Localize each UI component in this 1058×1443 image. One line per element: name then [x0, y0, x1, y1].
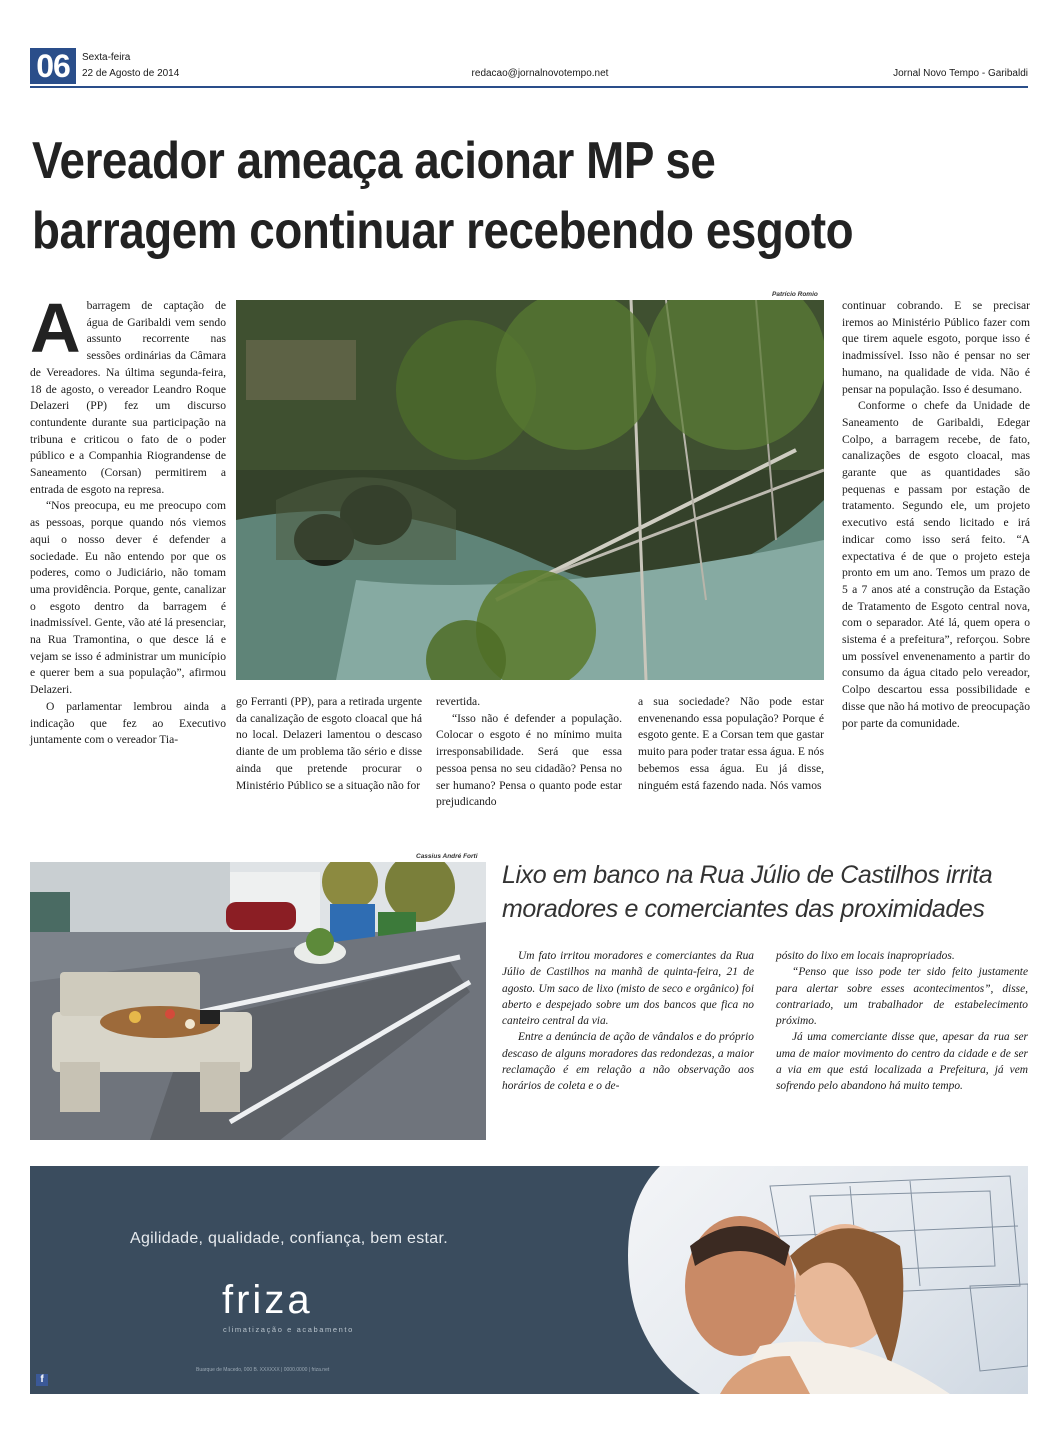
photo-credit: Cassius André Forti: [416, 853, 478, 860]
bench-photo-illustration: [30, 862, 486, 1140]
ad-brand-logo: friza: [222, 1278, 313, 1322]
article-column-3: [436, 694, 622, 811]
paragraph: revertida.: [436, 695, 481, 708]
article-column-4: [638, 694, 824, 794]
dam-photo-illustration: [236, 300, 824, 680]
article-column-1: [30, 289, 226, 749]
second-article-column-1: [502, 948, 754, 1095]
friza-advertisement[interactable]: [30, 1166, 1028, 1394]
second-article-column-2: [776, 948, 1028, 1095]
paragraph: O parlamentar lembrou ainda a indicação que fez ao Executivo juntamente com o vereador Tia-: [30, 699, 226, 747]
paragraph: go Ferranti (PP), para a retirada urgente da canalização de esgoto cloacal que há no local. Delazeri lamentou o descaso diante de um problema tão sério e disse ainda que pretende procurar o Ministério Público se a situação não for: [236, 695, 422, 792]
article-column-5: [842, 298, 1030, 732]
header-paper-name: Jornal Novo Tempo - Garibaldi: [893, 68, 1028, 79]
ad-slogan: Agilidade, qualidade, confiança, bem estar.: [130, 1230, 448, 1247]
drop-cap: A: [30, 289, 81, 367]
paragraph: “Nos preocupa, eu me preocupo com as pessoas, porque quando nós viemos aqui o nosso dever é defender a sociedade. Eu não entendo por que os poderes, como o Judiciário, não tomam uma providência. Porque, gente, canalizar o esgoto dentro da barragem é inadmissível. Gente, vão até lá presenciar, na Rua Tramontina, o que desce lá e vejam se isso é administrar um município e querer bem a sua população”, afirmou Delazeri.: [30, 499, 226, 697]
second-headline-line1: Lixo em banco na Rua Júlio de Castilhos irrita: [502, 861, 993, 889]
ad-photo-illustration: [590, 1166, 1028, 1394]
ad-contact-info: Buarque de Macedo, 000 B. XXXXXX | 0000.0000 | friza.net: [196, 1367, 330, 1373]
paragraph: Um fato irritou moradores e comerciantes da Rua Júlio de Castilhos na manhã de quinta-feira, 21 de agosto. Um saco de lixo (misto de seco e orgânico) foi aberto e despejado sobre um dos bancos que fica no canteiro central da via.: [502, 950, 754, 1028]
page-number: 06: [30, 48, 76, 84]
lead-paragraph: Abarragem de captação de água de Garibaldi vem sendo assunto recorrente nas sessões ordinárias da Câmara de Vereadores. Na última segunda-feira, 18 de agosto, o vereador Leandro Roque Delazeri (PP) fez um discurso contundente durante sua participação na tribuna e criticou o fato de o poder público e a Companhia Riograndense de Saneamento (Corsan) permitirem a entrada de esgoto na represa.: [30, 289, 226, 496]
header-date: 22 de Agosto de 2014: [82, 68, 180, 79]
second-headline-line2: moradores e comerciantes das proximidades: [502, 895, 985, 923]
paragraph: Entre a denúncia de ação de vândalos e do próprio descaso de alguns moradores das redondezas, a maior reclamação é em relação a não observação aos horários de coleta e o de-: [502, 1031, 754, 1093]
dam-photo: [236, 300, 824, 680]
facebook-icon[interactable]: f: [36, 1374, 48, 1386]
paragraph: continuar cobrando. E se precisar iremos ao Ministério Público fazer com que tirem aquele esgoto, porque isso é inadmissível. Isso não é pensar no ser humano, na qualidade de vida. Não é pensar na população. Isso é desumano.: [842, 299, 1030, 396]
article-column-2: [236, 694, 422, 794]
photo-credit: Patrício Romio: [772, 291, 818, 298]
header-day: Sexta-feira: [82, 52, 131, 63]
paragraph: Já uma comerciante disse que, apesar da rua ser uma de maior movimento do centro da cidade e de ser a via em que está localizada a Prefeitura, já vem sofrendo pelo abandono há muito tempo.: [776, 1031, 1028, 1093]
paragraph: “Penso que isso pode ter sido feito justamente para alertar sobre esses acontecimentos”, disse, contrariado, um trabalhador de estabelecimento próximo.: [776, 966, 1028, 1028]
header-rule: [30, 86, 1028, 88]
main-headline-line2: barragem continuar recebendo esgoto: [32, 202, 854, 260]
paragraph: pósito do lixo em locais inapropriados.: [776, 950, 955, 962]
bench-trash-photo: [30, 862, 486, 1140]
ad-brand-tagline: climatização e acabamento: [223, 1325, 354, 1334]
paragraph: a sua sociedade? Não pode estar envenenando essa população? Porque é esgoto gente. E a Corsan tem que gastar muito para poder tratar essa água. E nós bebemos essa água. Eu já disse, ninguém está fazendo nada. Nós vamos: [638, 695, 824, 792]
main-headline: [32, 126, 1026, 266]
paragraph: Conforme o chefe da Unidade de Saneamento de Garibaldi, Edegar Colpo, a barragem recebe, de fato, canalizações de esgoto cloacal, mas garante que as quantidades são pequenas e passam por estação de tratamento. Segundo ele, um projeto executivo está sendo licitado e irá indicar como isso será feito. “A expectativa é de que o projeto esteja pronto em um ano. Temos um prazo de 5 a 7 anos até a construção da Estação de Tratamento de Esgoto central nova, com o separador. Até lá, quem opera o sistema é a prefeitura”, reforçou. Sobre um possível envenenamento a partir do consumo da água citado pelo vereador, Colpo descartou essa possibilidade e disse que não há motivo de preocupação por parte da comunidade.: [842, 399, 1030, 730]
main-headline-line1: Vereador ameaça acionar MP se: [32, 132, 716, 190]
ad-couple-photo: [590, 1166, 1028, 1394]
second-headline: [502, 858, 1022, 926]
header-email[interactable]: redacao@jornalnovotempo.net: [471, 68, 609, 79]
paragraph: “Isso não é defender a população. Colocar o esgoto é no mínimo muita irresponsabilidade. Será que essa pessoa pensa no seu cidadão? Pensa no ser humano? Pensa o quanto pode estar prejudicando: [436, 711, 622, 809]
